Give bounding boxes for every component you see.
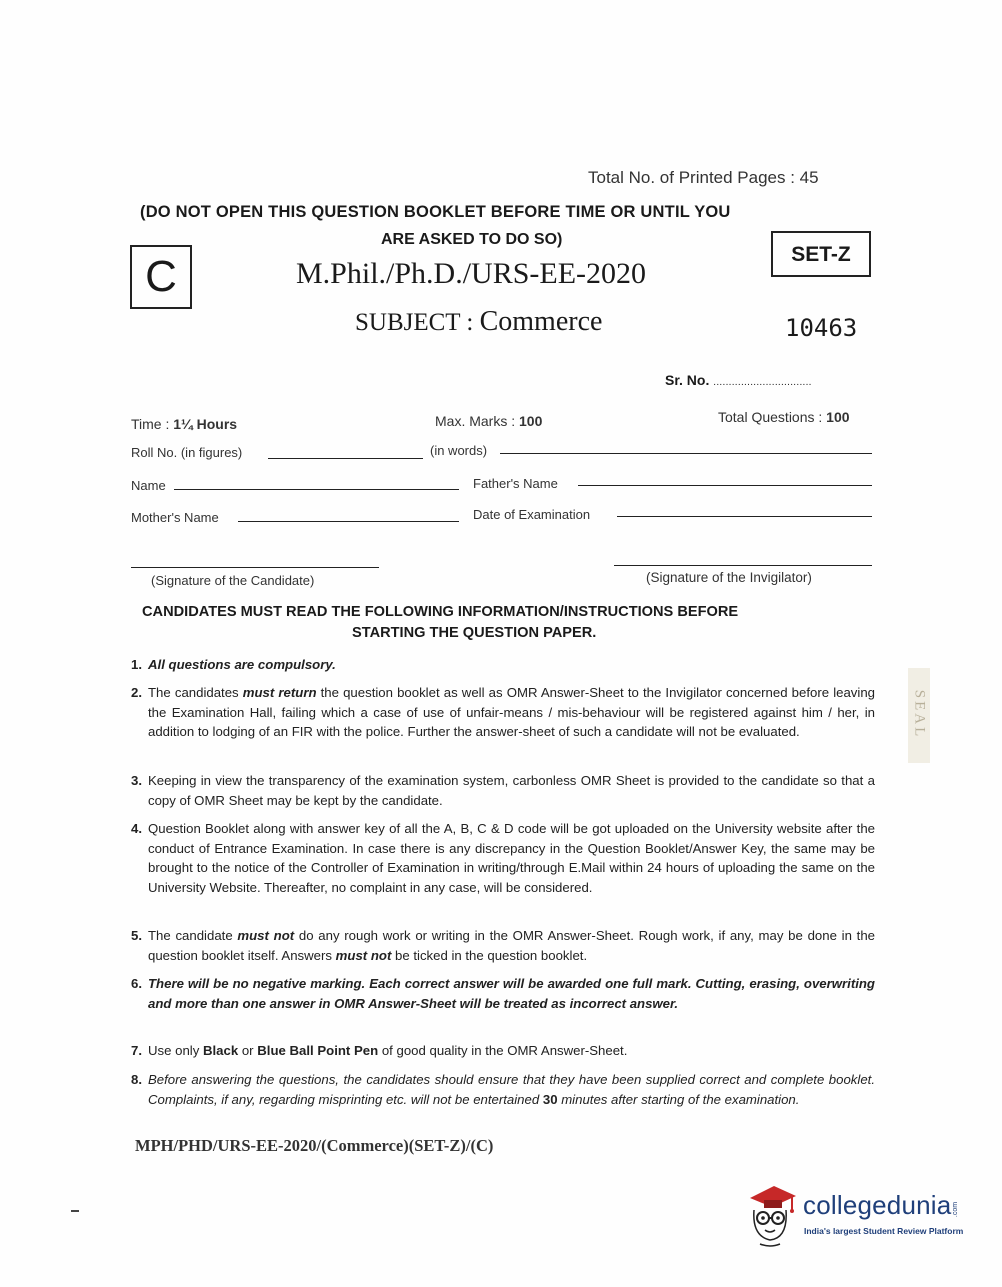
serial-number: 10463 — [785, 314, 858, 342]
roll-words-label: (in words) — [430, 443, 488, 458]
instruction-text: Use only Black or Blue Ball Point Pen of good quality in the OMR Answer-Sheet. — [148, 1043, 628, 1058]
fathers-name-line[interactable] — [578, 485, 872, 486]
instruction-text: Question Booklet along with answer key of all the A, B, C & D code will be got uploaded on the University website after the conduct of Entrance Examination. In case there is any discrepancy in the Question Booklet/Answer Key, the same may be brought to the notice of the Controller of Examination in writing/through E.Mail within 24 hours of uploading the same on the University Website. Thereafter, no complaint in any case, will be considered. — [148, 821, 875, 895]
mothers-name-line[interactable] — [238, 521, 459, 522]
instruction-item — [131, 1070, 875, 1109]
warning-line-2: ARE ASKED TO DO SO) — [381, 231, 563, 248]
set-box — [771, 231, 871, 277]
printed-pages: Total No. of Printed Pages : 45 — [588, 168, 819, 187]
questions-label: Total Questions : — [718, 409, 827, 425]
brand-tagline: India's largest Student Review Platform — [804, 1226, 964, 1236]
questions-value: 100 — [826, 409, 850, 425]
warning-line-1: (DO NOT OPEN THIS QUESTION BOOKLET BEFORE TIME OR UNTIL YOU — [140, 203, 731, 221]
instruction-item — [131, 974, 875, 1013]
instruction-text: Before answering the questions, the candidates should ensure that they have been supplied correct and complete booklet. Complaints, if any, regarding misprinting etc. will not be entertained 30 minutes after starting of the examination. — [148, 1072, 875, 1107]
instruction-item — [131, 926, 875, 965]
invigilator-signature-label: (Signature of the Invigilator) — [646, 570, 812, 585]
set-label: SET-Z — [791, 243, 851, 266]
instruction-number: 7. — [131, 1043, 142, 1058]
questions-info — [718, 409, 850, 425]
marks-value: 100 — [519, 413, 543, 429]
instruction-item — [131, 683, 875, 742]
exam-title: M.Phil./Ph.D./URS-EE-2020 — [296, 257, 647, 290]
instruction-number: 1. — [131, 657, 142, 672]
margin-mark — [71, 1210, 79, 1212]
instruction-number: 8. — [131, 1072, 142, 1087]
sr-no — [665, 372, 812, 388]
instruction-item — [131, 655, 875, 675]
time-info — [131, 416, 237, 432]
footer-code: MPH/PHD/URS-EE-2020/(Commerce)(SET-Z)/(C) — [135, 1136, 494, 1155]
marks-info — [435, 413, 542, 429]
time-value: 1¼ Hours — [173, 416, 238, 432]
subject-label: SUBJECT : — [355, 309, 474, 336]
instructions-heading-line-1: CANDIDATES MUST READ THE FOLLOWING INFORMATION/INSTRUCTIONS BEFORE — [142, 604, 739, 620]
instruction-item — [131, 771, 875, 810]
name-line[interactable] — [174, 489, 459, 490]
fathers-name-label: Father's Name — [473, 476, 558, 491]
instruction-number: 6. — [131, 976, 142, 991]
instruction-item — [131, 819, 875, 897]
booklet-code-box — [130, 245, 192, 309]
instructions-heading-line-2: STARTING THE QUESTION PAPER. — [352, 625, 597, 641]
sr-no-label: Sr. No. — [665, 372, 710, 388]
seal-stamp-text: SEAL — [911, 689, 928, 740]
subject-line — [355, 306, 602, 338]
instruction-text: The candidates must return the question booklet as well as OMR Answer-Sheet to the Invigilator concerned before leaving the Examination Hall, failing which a case of use of unfair-means / mis-behaviour will be registered against him / her, in addition to lodging of an FIR with the police. Further the answer-sheet of such a candidate will not be evaluated. — [148, 685, 875, 740]
brand-com: .com — [951, 1202, 959, 1218]
invigilator-signature-line[interactable] — [614, 565, 872, 566]
exam-date-line[interactable] — [617, 516, 872, 517]
sr-no-dots: ................................ — [713, 377, 812, 388]
time-label: Time : — [131, 416, 174, 432]
candidate-signature-label: (Signature of the Candidate) — [151, 573, 315, 588]
brand-name — [803, 1190, 963, 1221]
exam-date-label: Date of Examination — [473, 507, 591, 522]
subject-value: Commerce — [479, 306, 603, 337]
collegedunia-watermark — [742, 1180, 972, 1250]
instruction-number: 5. — [131, 928, 142, 943]
brand-text: collegedunia — [803, 1190, 952, 1220]
instruction-number: 3. — [131, 773, 142, 788]
name-label: Name — [131, 478, 166, 493]
instruction-text: There will be no negative marking. Each correct answer will be awarded one full mark. Cutting, erasing, overwriting and more than one answer in OMR Answer-Sheet will be treated as incorrect answer. — [148, 976, 875, 1011]
booklet-code: C — [145, 252, 177, 301]
instruction-text: The candidate must not do any rough work or writing in the OMR Answer-Sheet. Rough work, if any, may be done in the question booklet itself. Answers must not be ticked in the question booklet. — [148, 928, 875, 963]
roll-figures-label: Roll No. (in figures) — [131, 445, 243, 460]
roll-figures-line[interactable] — [268, 458, 423, 459]
instruction-text: Keeping in view the transparency of the examination system, carbonless OMR Sheet is provided to the candidate so that a copy of OMR Sheet may be kept by the candidate. — [148, 773, 875, 808]
instruction-text: All questions are compulsory. — [148, 657, 336, 672]
mothers-name-label: Mother's Name — [131, 510, 219, 525]
marks-label: Max. Marks : — [435, 413, 520, 429]
instruction-item — [131, 1041, 875, 1061]
seal-stamp — [908, 668, 930, 763]
mascot-logo-icon — [742, 1180, 800, 1248]
roll-words-line[interactable] — [500, 453, 872, 454]
instruction-number: 2. — [131, 685, 142, 700]
instruction-number: 4. — [131, 821, 142, 836]
candidate-signature-line[interactable] — [131, 567, 379, 568]
